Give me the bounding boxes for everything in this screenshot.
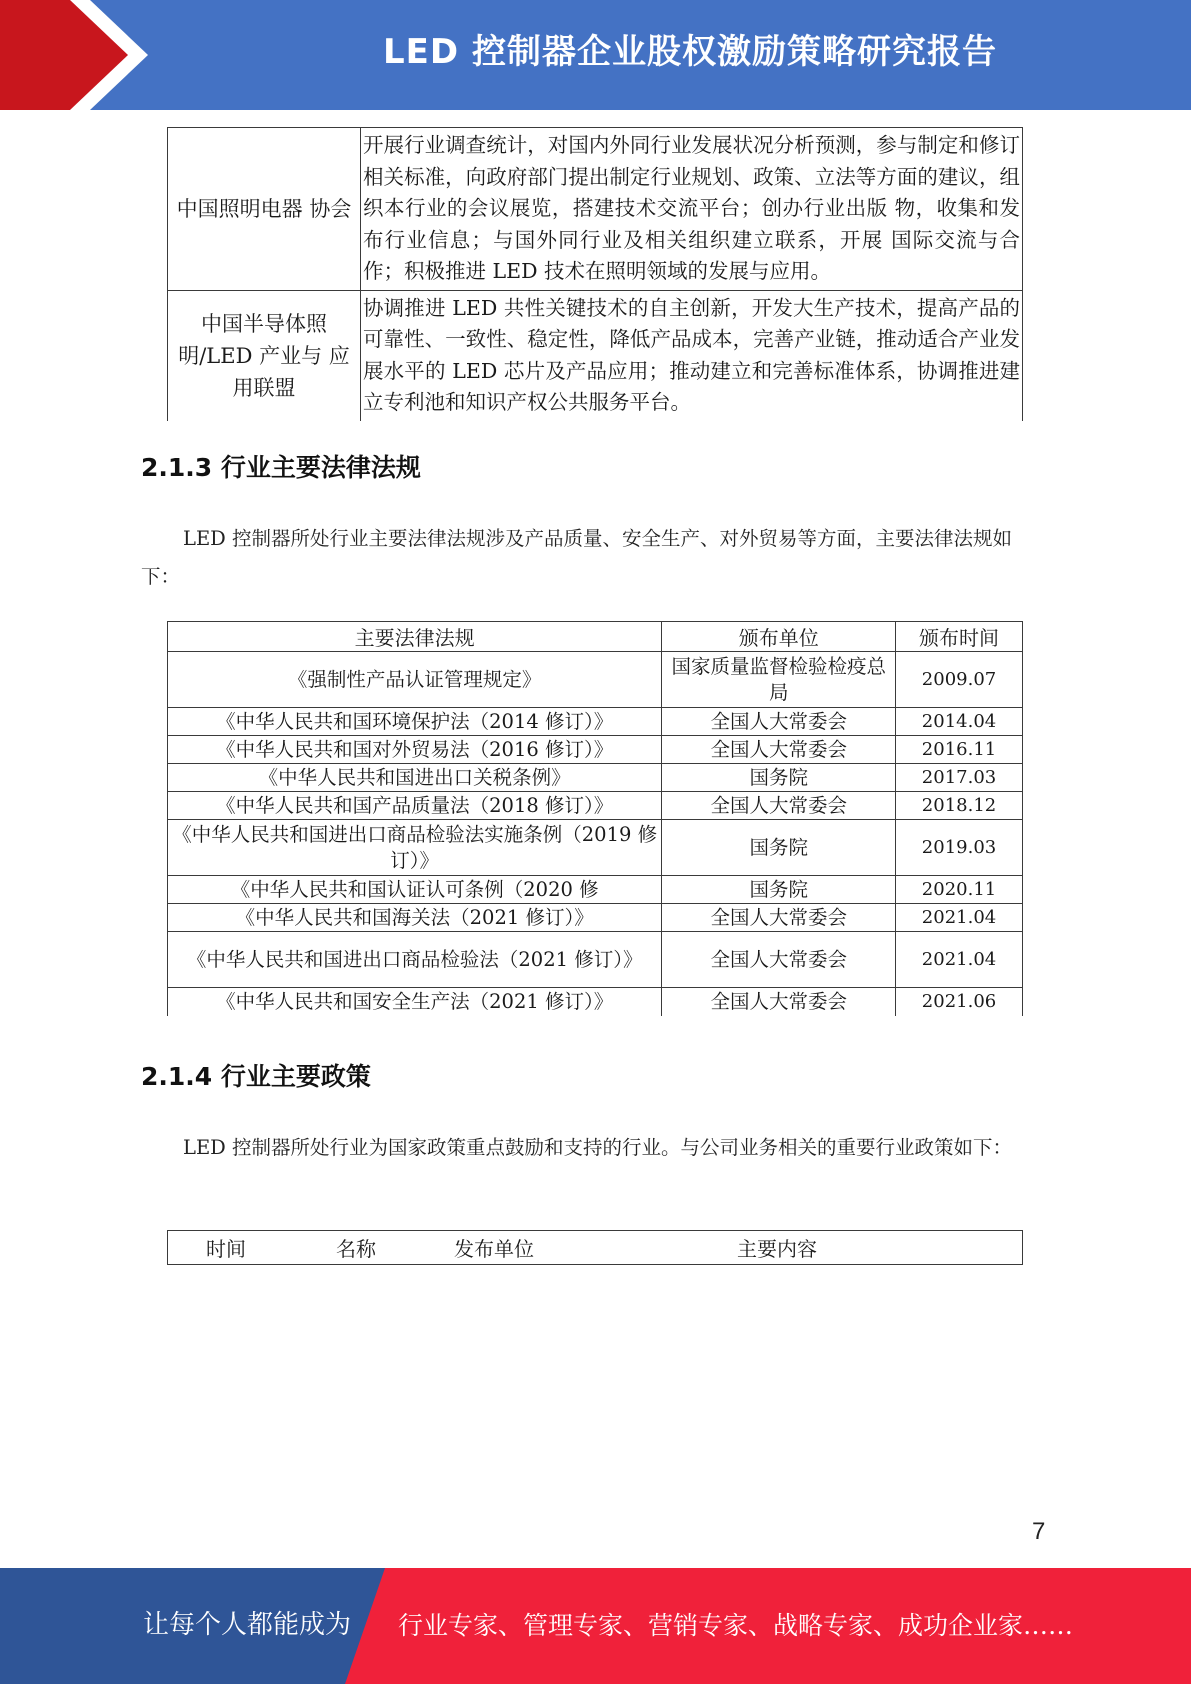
header-chevron-decoration (0, 0, 150, 110)
law-name: 《中华人民共和国安全生产法（2021 修订）》 (168, 988, 662, 1016)
table-row (168, 736, 1023, 764)
footer-slogan-left: 让每个人都能成为 (143, 1610, 352, 1640)
table-row (168, 792, 1023, 820)
table-row (168, 904, 1023, 932)
report-title: LED 控制器企业股权激励策略研究报告 (383, 32, 997, 72)
law-date: 2021.04 (896, 932, 1023, 988)
law-date: 2021.06 (896, 988, 1023, 1016)
law-name: 《中华人民共和国进出口商品检验法（2021 修订）》 (168, 932, 662, 988)
table-row (168, 876, 1023, 904)
column-header: 主要法律法规 (168, 622, 662, 652)
law-date: 2021.04 (896, 904, 1023, 932)
org-name: 中国照明电器 协会 (168, 128, 361, 291)
law-date: 2017.03 (896, 764, 1023, 792)
footer-slogan-right: 行业专家、管理专家、营销专家、战略专家、成功企业家…… (398, 1611, 1074, 1640)
industry-organization-table (167, 127, 1023, 421)
law-issuer: 国务院 (662, 764, 896, 792)
column-header: 发布单位 (454, 1237, 534, 1261)
law-name: 《中华人民共和国进出口关税条例》 (168, 764, 662, 792)
section-heading-laws: 2.1.3 行业主要法律法规 (141, 453, 421, 482)
laws-regulations-table (167, 621, 1023, 1016)
law-date: 2016.11 (896, 736, 1023, 764)
table-row (168, 128, 1023, 291)
law-date: 2020.11 (896, 876, 1023, 904)
law-name: 《强制性产品认证管理规定》 (168, 652, 662, 708)
page-number: 7 (1032, 1518, 1046, 1545)
table-row (168, 290, 1023, 421)
law-issuer: 全国人大常委会 (662, 736, 896, 764)
section-heading-policies: 2.1.4 行业主要政策 (141, 1062, 371, 1091)
law-issuer: 国务院 (662, 820, 896, 876)
law-name: 《中华人民共和国环境保护法（2014 修订）》 (168, 708, 662, 736)
table-row (168, 652, 1023, 708)
page-footer (0, 1568, 1191, 1684)
law-name: 《中华人民共和国认证认可条例（2020 修 (168, 876, 662, 904)
page-header (0, 0, 1191, 110)
org-name: 中国半导体照 明/LED 产业与 应用联盟 (168, 290, 361, 421)
section-paragraph-policies: LED 控制器所处行业为国家政策重点鼓励和支持的行业。与公司业务相关的重要行业政策如下： (183, 1136, 1013, 1159)
org-description: 开展行业调查统计，对国内外同行业发展状况分析预测，参与制定和修订相关标准，向政府部门提出制定行业规划、政策、立法等方面的建议，组织本行业的会议展览，搭建技术交流平台；创办行业出版 物，收集和发布行业信息；与国外同行业及相关组织建立联系，开展 国际交流与合作；积极推进 LED 技术在照明领域的发展与应用。 (361, 128, 1023, 291)
law-issuer: 国家质量监督检验检疫总局 (662, 652, 896, 708)
law-issuer: 国务院 (662, 876, 896, 904)
policy-table (167, 1230, 1023, 1265)
law-name: 《中华人民共和国产品质量法（2018 修订）》 (168, 792, 662, 820)
column-header: 名称 (336, 1237, 376, 1261)
table-header-row (168, 1231, 1023, 1265)
law-issuer: 全国人大常委会 (662, 792, 896, 820)
law-issuer: 全国人大常委会 (662, 932, 896, 988)
law-issuer: 全国人大常委会 (662, 988, 896, 1016)
column-header: 时间 (206, 1237, 246, 1261)
org-description: 协调推进 LED 共性关键技术的自主创新，开发大生产技术，提高产品的可靠性、一致性、稳定性，降低产品成本，完善产业链，推动适合产业发展水平的 LED 芯片及产品应用；推动建立和完善标准体系，协调推进建立专利池和知识产权公共服务平台。 (361, 290, 1023, 421)
law-name: 《中华人民共和国进出口商品检验法实施条例（2019 修订）》 (168, 820, 662, 876)
column-header: 颁布时间 (896, 622, 1023, 652)
law-date: 2018.12 (896, 792, 1023, 820)
law-name: 《中华人民共和国对外贸易法（2016 修订）》 (168, 736, 662, 764)
law-date: 2009.07 (896, 652, 1023, 708)
table-row (168, 820, 1023, 876)
table-row (168, 988, 1023, 1016)
law-issuer: 全国人大常委会 (662, 708, 896, 736)
column-header: 颁布单位 (662, 622, 896, 652)
table-header-row (168, 622, 1023, 652)
table-row (168, 764, 1023, 792)
table-row (168, 932, 1023, 988)
section-paragraph-laws: LED 控制器所处行业主要法律法规涉及产品质量、安全生产、对外贸易等方面，主要法律法规如下： (141, 527, 1013, 588)
law-date: 2019.03 (896, 820, 1023, 876)
law-issuer: 全国人大常委会 (662, 904, 896, 932)
law-date: 2014.04 (896, 708, 1023, 736)
law-name: 《中华人民共和国海关法（2021 修订）》 (168, 904, 662, 932)
table-row (168, 708, 1023, 736)
column-header: 主要内容 (737, 1237, 817, 1261)
